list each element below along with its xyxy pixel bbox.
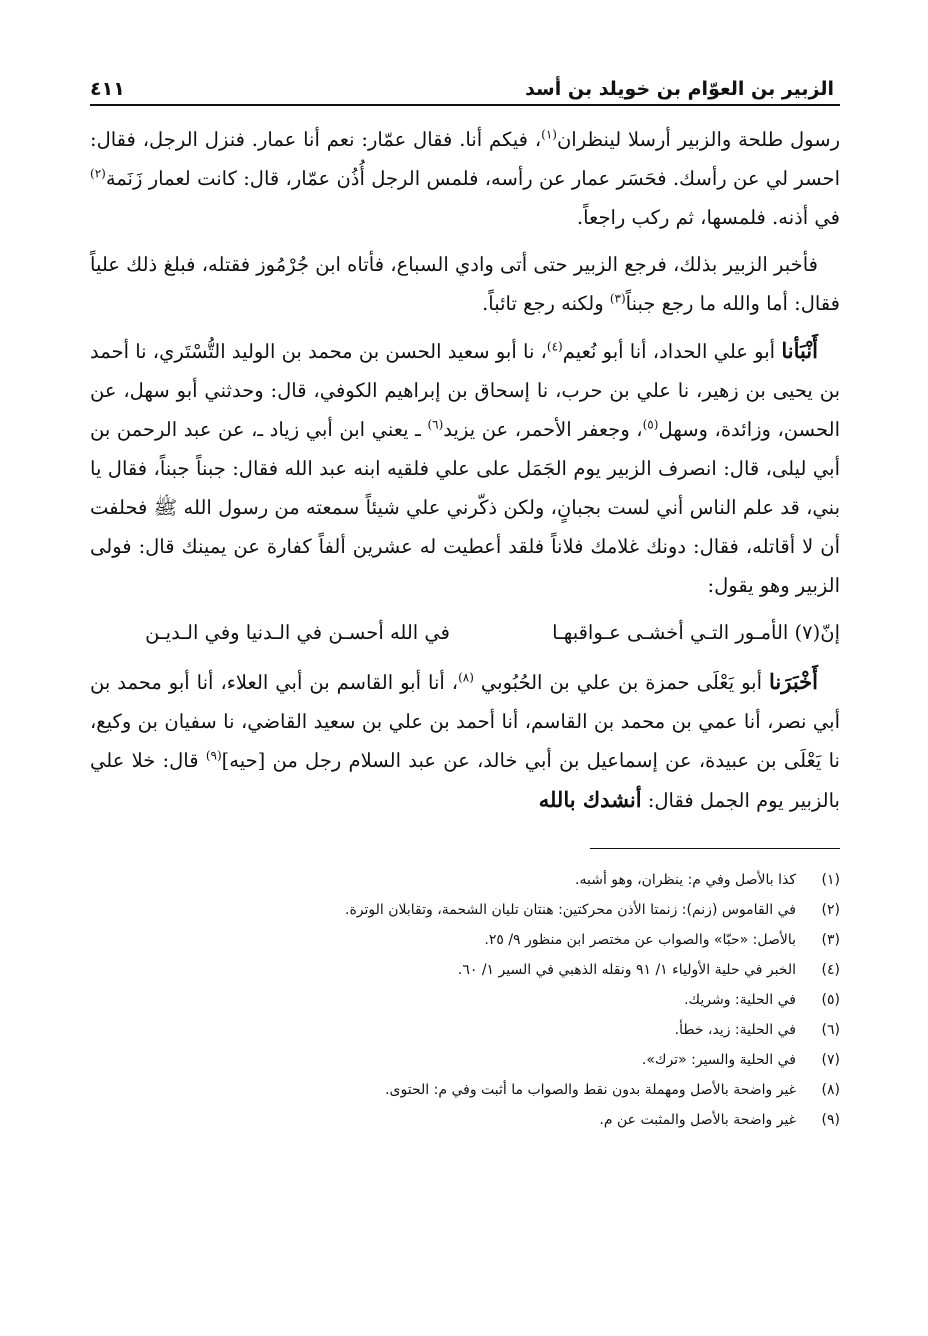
footnote-item [90, 955, 840, 985]
text-run: ـ يعني ابن أبي زياد ـ، عن عبد الرحمن بن أبي ليلى، قال: انصرف الزبير يوم الجَمَل على علي فلقيه ابنه عبد الله فقال: جبناً جبناً، فقال يا بني، قد علم الناس أني لست بجبانٍ، ولكن ذكّرني علي شيئاً سمعته من رسول الله ﷺ فحلفت أن لا أقاتله، فقال: دونك غلامك فلاناً فلقد أعطيت له عشرين ألفاً كفارة عن يمينك قال: فولى الزبير وهو يقول: [90, 418, 840, 597]
text-run: ولكنه رجع تائباً. [482, 292, 610, 315]
poetry-verse [90, 613, 840, 652]
chain-lead-word: أنشدك بالله [538, 787, 642, 812]
footnote-ref: (٥) [642, 417, 659, 432]
paragraph [90, 331, 840, 605]
text-run: قال: خلا علي بالزبير يوم الجمل فقال: [90, 749, 840, 812]
footnote-ref: (٦) [427, 417, 444, 432]
verse-second-hemistich: في الله أحسـن في الـدنيا وفي الـديـن [145, 621, 450, 644]
paragraph [90, 662, 840, 820]
text-run: أبو علي الحداد، أنا أبو نُعيم [562, 340, 782, 363]
footnote-ref: (٢) [90, 166, 106, 181]
footnote-text: بالأصل: «حبّا» والصواب عن مختصر ابن منظور ٩/ ٢٥. [484, 932, 796, 948]
footnote-item [90, 1045, 840, 1075]
footnote-number: (٣) [821, 932, 840, 948]
footnote-ref: (٤) [546, 339, 563, 354]
footnote-text: الخبر في حلية الأولياء ١/ ٩١ ونقله الذهبي في السير ١/ ٦٠. [457, 962, 796, 978]
footnotes-list [90, 865, 840, 1135]
book-page [90, 66, 840, 1296]
text-run: أبو يَعْلَى حمزة بن علي بن الحُبُوبي [473, 671, 770, 694]
footnote-item [90, 1075, 840, 1105]
text-run: في أذنه. فلمسها، ثم ركب راجعاً. [576, 206, 840, 229]
chain-lead-word: أَخْبَرَنا [769, 669, 818, 694]
footnote-number: (٧) [821, 1052, 840, 1068]
footnote-item [90, 865, 840, 895]
body-section-2 [90, 662, 840, 820]
footnote-item [90, 925, 840, 955]
footnote-ref: (٨) [458, 670, 474, 685]
verse-first-hemistich: إنّ(٧) الأمـور التـي أخشـى عـواقبهـا [552, 621, 840, 644]
text-run: ، فيكم أنا. فقال عمّار: نعم أنا عمار. فنزل الرجل، فقال: احسر لي عن رأسك. فحَسَر عمار عن رأسه، فلمس الرجل أُذُن عمّار، قال: كانت لعمار زَنَمة [90, 128, 840, 190]
footnote-separator [590, 848, 840, 849]
text-run: ، نا أبو سعيد الحسن بن محمد بن الوليد التُّسْتَري، نا أحمد بن يحيى بن زهير، نا علي بن حرب، نا إسحاق بن إبراهيم الكوفي، قال: وحدثني أبو سهل، عن الحسن، وزائدة، وسهل [90, 340, 840, 441]
main-text [90, 120, 840, 820]
footnote-text: في الحلية: زيد، خطأ. [674, 1022, 796, 1038]
paragraph [90, 120, 840, 237]
footnote-number: (٩) [821, 1112, 840, 1128]
text-run: رسول طلحة والزبير أرسلا لينظران [556, 128, 840, 151]
footnote-number: (٤) [821, 962, 840, 978]
header-rule [90, 104, 840, 106]
running-head [90, 66, 840, 104]
footnote-item [90, 1105, 840, 1135]
footnote-number: (٥) [821, 992, 840, 1008]
footnote-text: في الحلية والسير: «ترك». [641, 1052, 796, 1068]
footnote-number: (٦) [821, 1022, 840, 1038]
footnote-item [90, 1015, 840, 1045]
footnote-number: (٢) [821, 902, 840, 918]
running-title: الزبير بن العوّام بن خويلد بن أسد [525, 78, 834, 100]
footnote-text: في القاموس (زنم): زنمتا الأذن محركتين: هنتان تليان الشحمة، وتقابلان الوترة. [345, 902, 796, 918]
footnote-text: كذا بالأصل وفي م: ينظران، وهو أشبه. [575, 872, 796, 888]
footnote-text: غير واضحة بالأصل ومهملة بدون نقط والصواب ما أثبت وفي م: الحتوى. [385, 1082, 796, 1098]
footnote-text: غير واضحة بالأصل والمثبت عن م. [599, 1112, 796, 1128]
footnote-number: (١) [821, 872, 840, 888]
footnote-ref: (١) [541, 127, 557, 142]
footnote-ref: (٩) [205, 748, 222, 763]
paragraph [90, 245, 840, 323]
footnote-number: (٨) [821, 1082, 840, 1098]
footnote-item [90, 985, 840, 1015]
text-run: ، وجعفر الأحمر، عن يزيد [443, 418, 643, 441]
text-run: ، أنا أبو القاسم بن أبي العلاء، أنا أبو محمد بن أبي نصر، أنا عمي بن محمد بن القاسم، أنا أحمد بن علي بن سعيد القاضي، نا سفيان بن وكيع، نا يَعْلَى بن عبيدة، عن إسماعيل بن أبي خالد، عن عبد السلام رجل من [حيه] [90, 671, 840, 772]
footnote-ref: (٣) [609, 291, 626, 306]
text-run: فأخبر الزبير بذلك، فرجع الزبير حتى أتى وادي السباع، فأتاه ابن جُرْمُوز فقتله، فبلغ ذلك علياً فقال: أما والله ما رجع جبناً [90, 253, 840, 315]
footnote-text: في الحلية: وشريك. [684, 992, 796, 1008]
page-number: ٤١١ [90, 78, 125, 100]
footnote-item [90, 895, 840, 925]
body-section-1 [90, 120, 840, 605]
chain-lead-word: أَنْبَأنا [781, 338, 818, 363]
